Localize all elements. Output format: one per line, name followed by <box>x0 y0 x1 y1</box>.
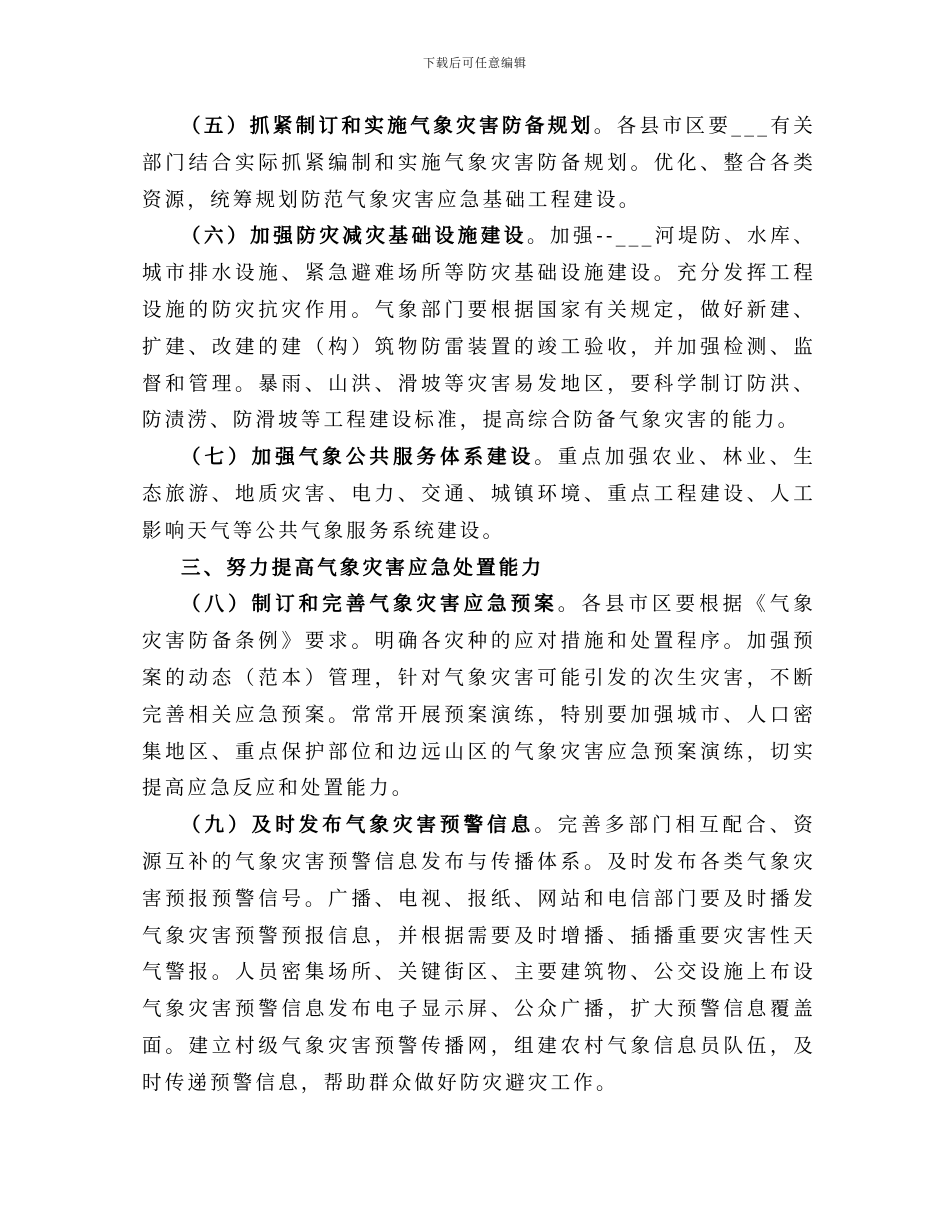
text-6: 。加强--___河堤防、水库、城市排水设施、紧急避难场所等防灾基础设施建设。充分发挥工程设施的防灾抗灾作用。气象部门要根据国家有关规定，做好新建、扩建、改建的建（构）筑物防雷装置的竣工验收，并加强检测、监督和管理。暴雨、山洪、滑坡等灾害易发地区，要科学制订防洪、防渍涝、防滑坡等工程建设标准，提高综合防备气象灾害的能力。 <box>142 224 816 432</box>
paragraph-8 <box>142 586 816 807</box>
document-body <box>142 108 816 1102</box>
paragraph-6 <box>142 218 816 439</box>
paragraph-9 <box>142 807 816 1101</box>
text-9: 。完善多部门相互配合、资源互补的气象灾害预警信息发布与传播体系。及时发布各类气象灾害预报预警信号。广播、电视、报纸、网站和电信部门要及时播发气象灾害预警预报信息，并根据需要及时增播、插播重要灾害性天气警报。人员密集场所、关键街区、主要建筑物、公交设施上布设气象灾害预警信息发布电子显示屏、公众广播，扩大预警信息覆盖面。建立村级气象灾害预警传播网，组建农村气象信息员队伍，及时传递预警信息，帮助群众做好防灾避灾工作。 <box>142 813 816 1094</box>
section-heading-3: 三、努力提高气象灾害应急处置能力 <box>181 555 545 579</box>
text-8: 。各县市区要根据《气象灾害防备条例》要求。明确各灾种的应对措施和处置程序。加强预案的动态（范本）管理，针对气象灾害可能引发的次生灾害，不断完善相关应急预案。常常开展预案演练，特别要加强城市、人口密集地区、重点保护部位和边远山区的气象灾害应急预案演练，切实提高应急反应和处置能力。 <box>142 592 816 800</box>
paragraph-7 <box>142 439 816 549</box>
text-5: 。各县市区要___有关部门结合实际抓紧编制和实施气象灾害防备规划。优化、整合各类资源，统筹规划防范气象灾害应急基础工程建设。 <box>142 114 816 211</box>
paragraph-5 <box>142 108 816 218</box>
heading-8: （八）制订和完善气象灾害应急预案 <box>181 592 558 616</box>
heading-5: （五）抓紧制订和实施气象灾害防备规划 <box>181 114 594 137</box>
heading-9: （九）及时发布气象灾害预警信息 <box>181 813 535 837</box>
page-header: 下载后可任意编辑 <box>422 56 527 70</box>
text-7: 。重点加强农业、林业、生态旅游、地质灾害、电力、交通、城镇环境、重点工程建设、人工影响天气等公共气象服务系统建设。 <box>142 445 816 542</box>
heading-7: （七）加强气象公共服务体系建设 <box>181 445 535 469</box>
heading-6: （六）加强防灾减灾基础设施建设 <box>181 224 527 248</box>
